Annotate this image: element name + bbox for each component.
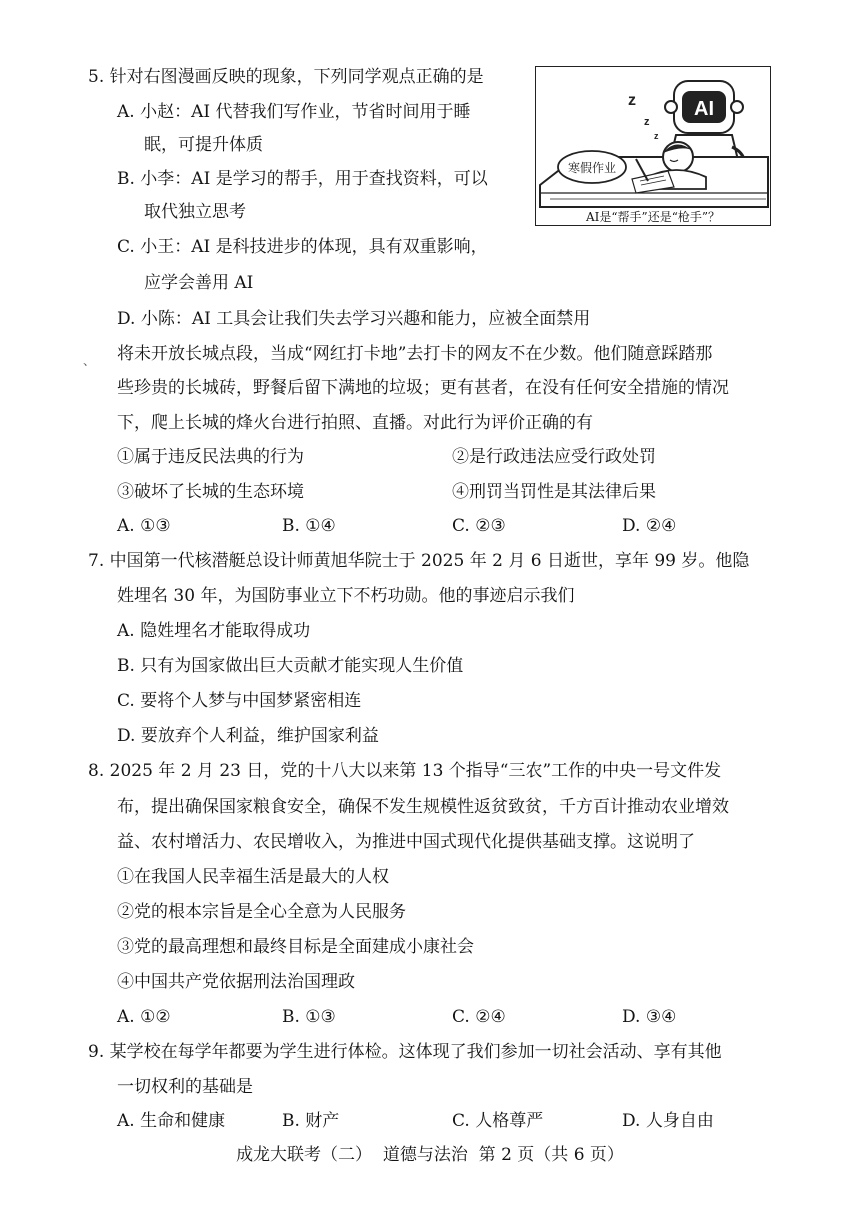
q7-option-c: C. 要将个人梦与中国梦紧密相连 (117, 691, 362, 711)
q6-choice-d: D. ②④ (622, 516, 677, 536)
q5-option-d: D. 小陈：AI 工具会让我们失去学习兴趣和能力，应被全面禁用 (117, 309, 591, 329)
q7-option-d: D. 要放弃个人利益，维护国家利益 (117, 726, 379, 746)
q9-choice-b: B. 财产 (282, 1111, 340, 1131)
cartoon-caption: AI是“帮手”还是“枪手”？ (586, 210, 720, 224)
cartoon-drawing (536, 67, 772, 227)
q7-stem-line1: 7. 中国第一代核潜艇总设计师黄旭华院士于 2025 年 2 月 6 日逝世，享年 99 岁。他隐 (88, 551, 750, 571)
q8-stem-line3: 益、农村增活力、农民增收入，为推进中国式现代化提供基础支撑。这说明了 (117, 832, 695, 852)
q9-choice-a: A. 生命和健康 (117, 1111, 226, 1131)
q8-item-4: ④中国共产党依据刑法治国理政 (117, 972, 355, 992)
homework-book-label: 寒假作业 (567, 161, 617, 175)
q6-stem-line3: 下，爬上长城的烽火台进行拍照、直播。对此行为评价正确的有 (117, 413, 593, 433)
page-footer: 成龙大联考（二） 道德与法治 第 2 页（共 6 页） (236, 1145, 624, 1165)
q8-stem-line2: 布，提出确保国家粮食安全，确保不发生规模性返贫致贫，千方百计推动农业增效 (117, 797, 729, 817)
q8-item-3: ③党的最高理想和最终目标是全面建成小康社会 (117, 937, 474, 957)
q8-item-1: ①在我国人民幸福生活是最大的人权 (117, 867, 389, 887)
q6-item-3: ③破坏了长城的生态环境 (117, 482, 304, 502)
sleep-z-small: z (654, 131, 659, 141)
q6-item-2: ②是行政违法应受行政处罚 (452, 447, 656, 467)
q9-stem-line1: 9. 某学校在每学年都要为学生进行体检。这体现了我们参加一切社会活动、享有其他 (88, 1042, 722, 1062)
q8-item-2: ②党的根本宗旨是全心全意为人民服务 (117, 902, 406, 922)
q8-stem-line1: 8. 2025 年 2 月 23 日，党的十八大以来第 13 个指导“三农”工作的中央一号文件发 (88, 761, 722, 781)
q6-item-1: ①属于违反民法典的行为 (117, 447, 304, 467)
q5-option-b-line1: B. 小李：AI 是学习的帮手，用于查找资料，可以 (117, 169, 488, 189)
sleep-z-large: z (628, 92, 636, 109)
q6-choice-c: C. ②③ (452, 516, 506, 536)
q5-option-c-line2: 应学会善用 AI (144, 273, 254, 293)
q5-option-b-line2: 取代独立思考 (144, 202, 246, 222)
q8-choice-d: D. ③④ (622, 1007, 677, 1027)
q8-choice-b: B. ①③ (282, 1007, 336, 1027)
q6-choice-a: A. ①③ (117, 516, 171, 536)
q8-choice-a: A. ①② (117, 1007, 171, 1027)
q6-stem-line1: 将未开放长城点段，当成“网红打卡地”去打卡的网友不在少数。他们随意踩踏那 (117, 344, 713, 364)
q6-number-mark: 、 (83, 354, 96, 368)
ai-cartoon-image (535, 66, 771, 226)
q9-choice-c: C. 人格尊严 (452, 1111, 544, 1131)
q9-choice-d: D. 人身自由 (622, 1111, 714, 1131)
q5-option-a-line2: 眠，可提升体质 (144, 135, 263, 155)
q7-option-b: B. 只有为国家做出巨大贡献才能实现人生价值 (117, 656, 464, 676)
q6-item-4: ④刑罚当罚性是其法律后果 (452, 482, 656, 502)
q7-option-a: A. 隐姓埋名才能取得成功 (117, 621, 311, 641)
q5-option-a-line1: A. 小赵：AI 代替我们写作业，节省时间用于睡 (117, 102, 471, 122)
q6-choice-b: B. ①④ (282, 516, 336, 536)
q5-option-c-line1: C. 小王：AI 是科技进步的体现，具有双重影响， (117, 237, 488, 257)
sleep-z-mid: z (644, 116, 650, 128)
q8-choice-c: C. ②④ (452, 1007, 506, 1027)
q5-stem: 5. 针对右图漫画反映的现象，下列同学观点正确的是 (88, 67, 484, 87)
robot-ai-text: AI (694, 98, 714, 120)
q6-stem-line2: 些珍贵的长城砖，野餐后留下满地的垃圾；更有甚者，在没有任何安全措施的情况 (117, 378, 729, 398)
q9-stem-line2: 一切权利的基础是 (117, 1077, 253, 1097)
q7-stem-line2: 姓埋名 30 年，为国防事业立下不朽功勋。他的事迹启示我们 (117, 586, 575, 606)
